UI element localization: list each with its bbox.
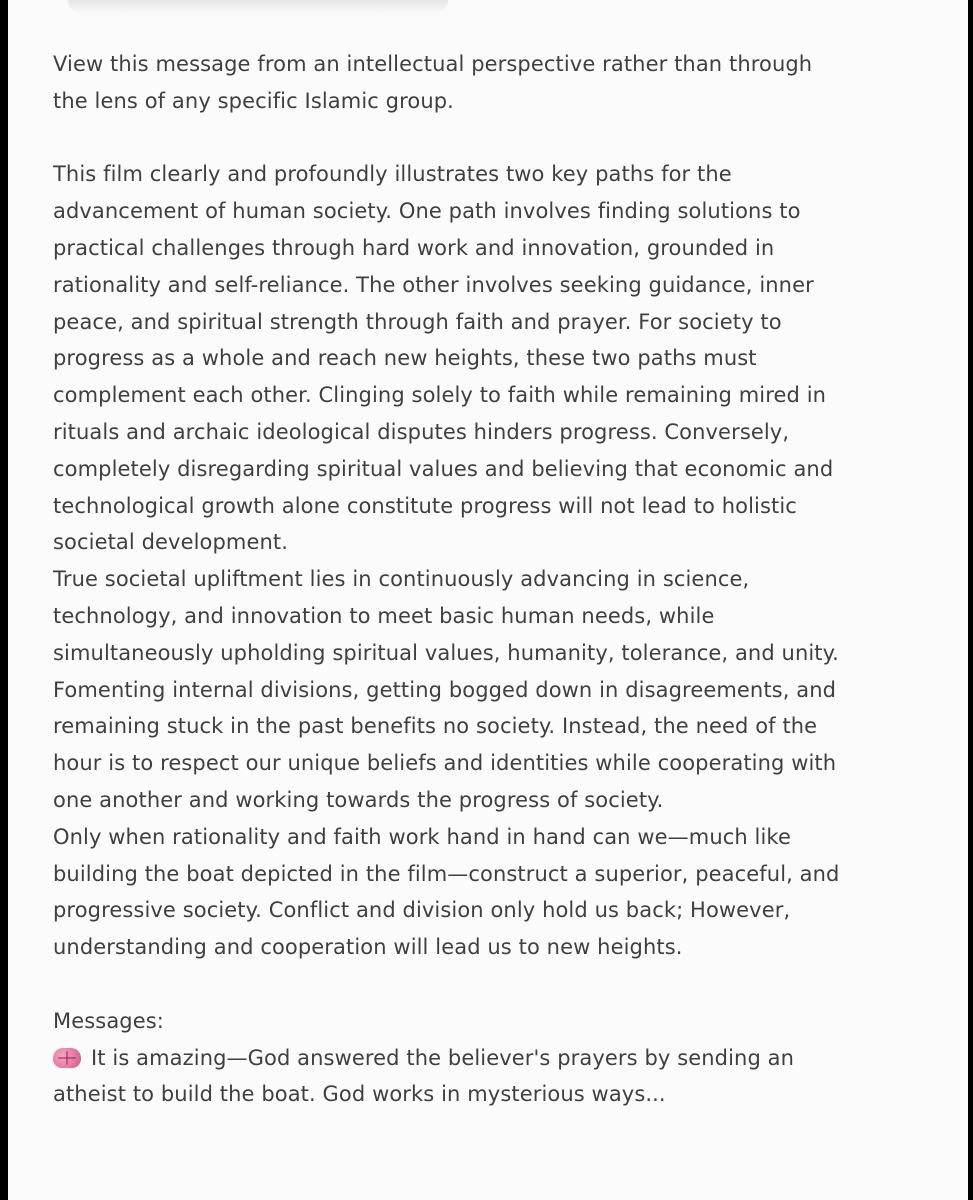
paragraph-text: True societal upliftment lies in continuously advancing in science, technology, and innovation to meet basic human needs, while simultaneously upholding spiritual values, humanity, tolerance, and unity. Fomenting internal divisions, getting bogged down in disagreements, and remaining stuck in the past benefits no society. Instead, the need of the hour is to respect our unique beliefs and identities while cooperating with one another and working towards the progress of society. [53, 567, 839, 812]
message-text: It is amazing—God answered the believer's prayers by sending an atheist to build the boat. God works in mysterious ways... [53, 1045, 795, 1107]
paragraph-text: This film clearly and profoundly illustrates two key paths for the advancement of human society. One path involves finding solutions to practical challenges through hard work and innovation, grounded in rationality and self-reliance. The other involves seeking guidance, inner peace, and spiritual strength through faith and prayer. For society to progress as a whole and reach new heights, these two paths must complement each other. Clinging solely to faith while remaining mired in rituals and archaic ideological disputes hinders progress. Conversely, completely disregarding spiritual values and believing that economic and technological growth alone constitute progress will not lead to holistic societal development. [53, 162, 834, 555]
brain-icon [53, 1048, 81, 1068]
paragraph-spacer [53, 120, 933, 157]
top-cropped-edge [68, 0, 448, 14]
screenshot-frame [8, 0, 968, 1200]
message-body [53, 46, 933, 1113]
messages-heading: Messages: [53, 1008, 164, 1033]
paragraph-text: Only when rationality and faith work hand in hand can we—much like building the boat depicted in the film—construct a superior, peaceful, and progressive society. Conflict and division only hold us back; However, understanding and cooperation will lead us to new heights. [53, 824, 840, 960]
message-entry [53, 1040, 933, 1114]
paragraph-spacer [53, 966, 933, 1003]
intro-text: View this message from an intellectual perspective rather than through the lens of any specific Islamic group. [53, 52, 813, 113]
